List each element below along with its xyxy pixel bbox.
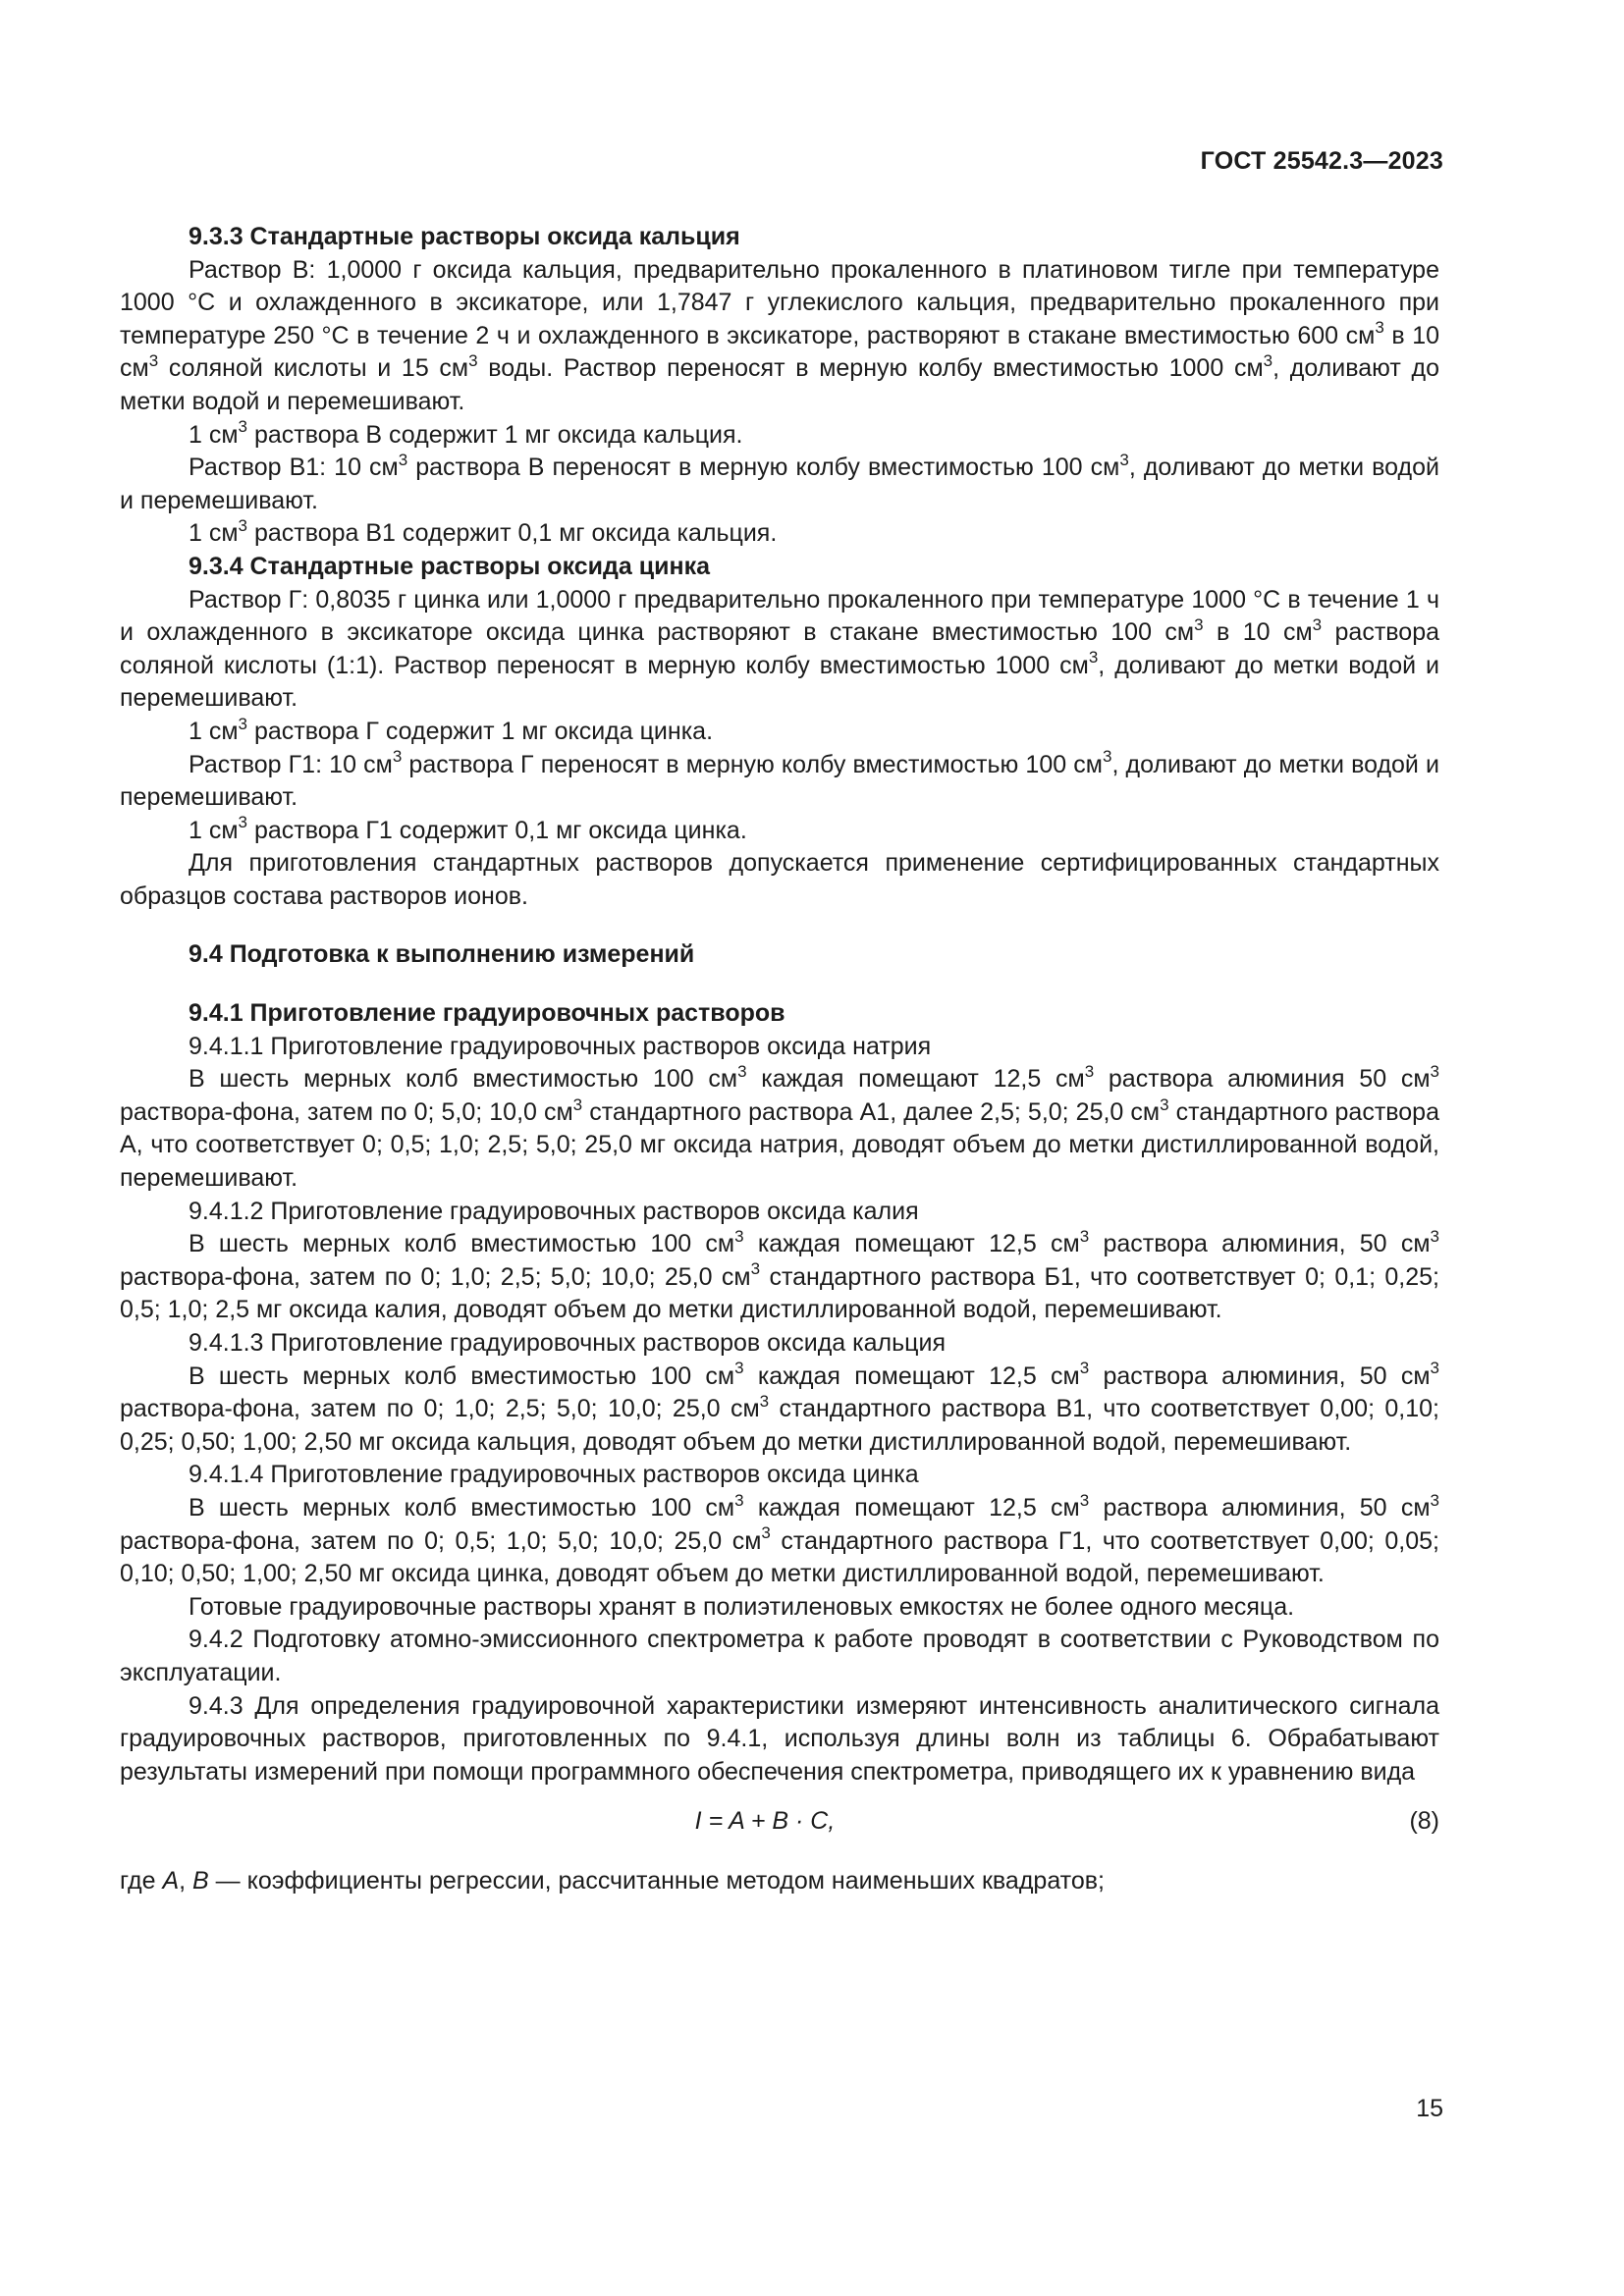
- regression-formula: I = A + B · C,: [694, 1807, 836, 1836]
- paragraph-solution-v-content: 1 $см^3$ раствора В содержит 1 мг оксида кальция.: [189, 417, 743, 449]
- section-heading-9-4-1: 9.4.1 Приготовление градуировочных растворов: [189, 999, 785, 1028]
- paragraph-calcium-oxide-calibration: В шесть мерных колб вместимостью 100 $см^3$ каждая помещают 12,5 $см^3$ раствора алюминия, 50 $см^3$ раствора-фона, затем по 0; 1,0; 2,5; 5,0; 10,0; 25,0 $см^3$ стандартного раствора В1, что соответствует 0,00; 0,10; 0,25; 0,50; 1,00; 2,50 мг оксида кальция, доводят объем до метки дистиллированной водой, перемешивают.: [120, 1359, 1439, 1456]
- paragraph-solution-v: Раствор В: 1,0000 г оксида кальция, предварительно прокаленного в платиновом тигле при температуре 1000 °С и охлажденного в эксикаторе, или 1,7847 г углекислого кальция, предварительно прокаленного при температуре 250 °С в течение 2 ч и охлажденного в эксикаторе, растворяют в стакане вместимостью 600 $см^3$ в 10 $см^3$ соляной кислоты и 15 $см^3$ воды. Раствор переносят в мерную колбу вместимостью 1000 $см^3$, доливают до метки водой и перемешивают.: [120, 255, 1440, 415]
- document-body: [120, 221, 1439, 1898]
- paragraph-9-4-2: 9.4.2 Подготовку атомно-эмиссионного спектрометра к работе проводят в соответствии с Руководством по эксплуатации.: [120, 1626, 1439, 1686]
- paragraph-where-definitions: где A, B — коэффициенты регрессии, рассчитанные методом наименьших квадратов;: [120, 1867, 1105, 1896]
- page-number: 15: [1416, 2095, 1443, 2122]
- paragraph-solution-v1: Раствор В1: 10 $см^3$ раствора В переносят в мерную колбу вместимостью 100 $см^3$, доливают до метки водой и перемешивают.: [120, 450, 1439, 514]
- paragraph-potassium-oxide-calibration: В шесть мерных колб вместимостью 100 $см^3$ каждая помещают 12,5 $см^3$ раствора алюминия, 50 $см^3$ раствора-фона, затем по 0; 1,0; 2,5; 5,0; 10,0; 25,0 $см^3$ стандартного раствора Б1, что соответствует 0; 0,1; 0,25; 0,5; 1,0; 2,5 мг оксида калия, доводят объем до метки дистиллированной водой, перемешивают.: [120, 1226, 1439, 1324]
- paragraph-sodium-oxide-calibration: В шесть мерных колб вместимостью 100 $см^3$ каждая помещают 12,5 $см^3$ раствора алюминия 50 $см^3$ раствора-фона, затем по 0; 5,0; 10,0 $см^3$ стандартного раствора А1, далее 2,5; 5,0; 25,0 $см^3$ стандартного раствора А, что соответствует 0; 0,5; 1,0; 2,5; 5,0; 25,0 мг оксида натрия, доводят объем до метки дистиллированной водой, перемешивают.: [120, 1061, 1439, 1193]
- paragraph-solution-g1: Раствор Г1: 10 $см^3$ раствора Г переносят в мерную колбу вместимостью 100 $см^3$, доливают до метки водой и перемешивают.: [120, 747, 1440, 812]
- section-heading-9-3-4: 9.3.4 Стандартные растворы оксида цинка: [189, 552, 711, 580]
- paragraph-solution-g-content: 1 $см^3$ раствора Г содержит 1 мг оксида цинка.: [189, 714, 714, 745]
- section-heading-9-3-3: 9.3.3 Стандартные растворы оксида кальция: [189, 223, 740, 250]
- paragraph-solution-g1-content: 1 $см^3$ раствора Г1 содержит 0,1 мг оксида цинка.: [189, 813, 747, 844]
- document-id-header: ГОСТ 25542.3—2023: [1200, 147, 1443, 175]
- paragraph-zinc-oxide-calibration: В шесть мерных колб вместимостью 100 $см^3$ каждая помещают 12,5 $см^3$ раствора алюминия, 50 $см^3$ раствора-фона, затем по 0; 0,5; 1,0; 5,0; 10,0; 25,0 $см^3$ стандартного раствора Г1, что соответствует 0,00; 0,05; 0,10; 0,50; 1,00; 2,50 мг оксида цинка, доводят объем до метки дистиллированной водой, перемешивают.: [120, 1490, 1439, 1588]
- paragraph-storage: Готовые градуировочные растворы хранят в полиэтиленовых емкостях не более одного месяца.: [189, 1592, 1295, 1621]
- section-heading-9-4: 9.4 Подготовка к выполнению измерений: [189, 940, 695, 969]
- paragraph-certified-samples: Для приготовления стандартных растворов допускается применение сертифицированных стандартных образцов состава растворов ионов.: [120, 849, 1439, 910]
- subsection-title-9-4-1-4: 9.4.1.4 Приготовление градуировочных растворов оксида цинка: [189, 1461, 919, 1489]
- equation-8: [120, 1805, 1439, 1839]
- paragraph-9-4-3: 9.4.3 Для определения градуировочной характеристики измеряют интенсивность аналитического сигнала градуировочных растворов, приготовленных по 9.4.1, используя длины волн из таблицы 6. Обрабатывают результаты измерений при помощи программного обеспечения спектрометра, приводящего их к уравнению вида: [120, 1691, 1439, 1786]
- subsection-title-9-4-1-1: 9.4.1.1 Приготовление градуировочных растворов оксида натрия: [189, 1032, 932, 1060]
- paragraph-solution-v1-content: 1 $см^3$ раствора В1 содержит 0,1 мг оксида кальция.: [189, 516, 778, 548]
- paragraph-solution-g: Раствор Г: 0,8035 г цинка или 1,0000 г предварительно прокаленного при температуре 1000 °С в течение 1 ч и охлажденного в эксикаторе оксида цинка растворяют в стакане вместимостью 100 $см^3$ в 10 $см^3$ раствора соляной кислоты (1:1). Раствор переносят в мерную колбу вместимостью 1000 $см^3$, доливают до метки водой и перемешивают.: [120, 585, 1440, 713]
- equation-number: (8): [1409, 1807, 1439, 1836]
- subsection-title-9-4-1-2: 9.4.1.2 Приготовление градуировочных растворов оксида калия: [189, 1197, 919, 1225]
- subsection-title-9-4-1-3: 9.4.1.3 Приготовление градуировочных растворов оксида кальция: [189, 1329, 946, 1357]
